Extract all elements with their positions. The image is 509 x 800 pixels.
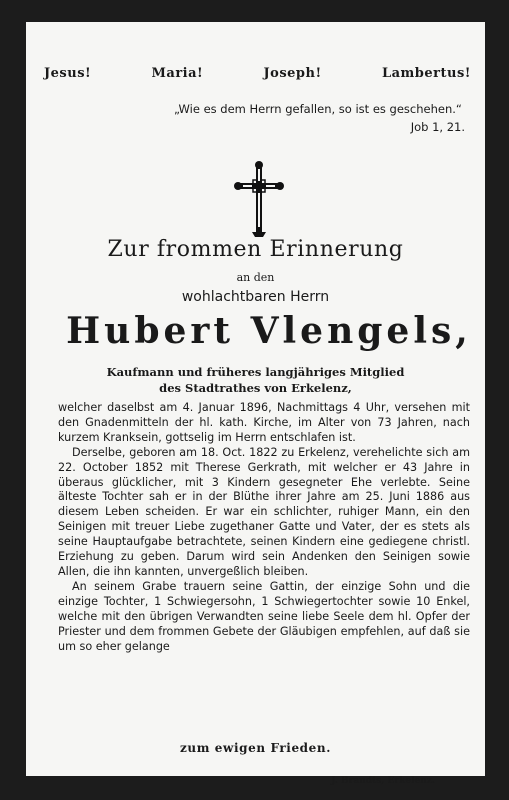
invocations [44,66,471,81]
invocation-maria: Maria! [151,66,204,81]
memorial-title: Zur frommen Erinnerung [107,237,404,262]
honorific: wohlachtbaren Herrn [181,289,330,305]
deceased-role [26,364,485,396]
invocation-joseph: Joseph! [263,66,322,81]
paragraph-mourners: An seinem Grabe trauern seine Gattin, der einzige Sohn und die einzige Tochter, 1 Schwiegersohn, 1 Schwiegertochter sowie 10 Enkel, welche mit den übrigen Verwandten seine liebe Seele dem hl. Opfer der Priester und dem frommen Gebete der Gläubigen empfehlen, auf daß sie um so eher gelange [58,579,470,653]
bible-quote: „Wie es dem Herrn gefallen, so ist es geschehen.“ [174,102,462,116]
an-den-text: an den [236,271,275,284]
printer-imprint: J. Brandts, Erkelenz. [331,776,435,786]
role-line-2: des Stadtrathes von Erkelenz, [159,381,352,395]
invocation-lambertus: Lambertus! [381,66,471,81]
paragraph-death: welcher daselbst am 4. Januar 1896, Nachmittags 4 Uhr, versehen mit den Gnadenmitteln der hl. kath. Kirche, im Alter von 73 Jahren, nach kurzem Kranksein, gottselig im Herrn entschlafen ist. [58,401,470,444]
closing-phrase: zum ewigen Frieden. [179,741,332,755]
memorial-card [26,22,485,786]
deceased-name: Hubert Vlengels, [66,310,472,352]
memorial-text [58,401,470,654]
invocation-jesus: Jesus! [44,66,92,81]
role-line-1: Kaufmann und früheres langjähriges Mitglied [106,365,405,379]
cross-icon [233,160,285,238]
paragraph-life: Derselbe, geboren am 18. Oct. 1822 zu Erkelenz, verehelichte sich am 22. October 1852 mit Therese Gerkrath, mit welcher er 43 Jahre in überaus glücklicher, mit 3 Kindern gesegneter Ehe verlebte. Seine älteste Tochter sah er in der Blüthe ihrer Jahre am 25. Juni 1886 aus diesem Leben scheiden. Er war ein schlichter, ruhiger Mann, ein den Seinigen mit treuer Liebe zugethaner Gatte und Vater, der es stets als seine Hauptaufgabe betrachtete, seinen Kindern eine gediegene christl. Erziehung zu geben. Darum wird sein Andenken den Seinigen sowie Allen, die ihn kannten, unvergeßlich bleiben. [58,445,470,578]
bible-reference: Job 1, 21. [410,120,465,134]
